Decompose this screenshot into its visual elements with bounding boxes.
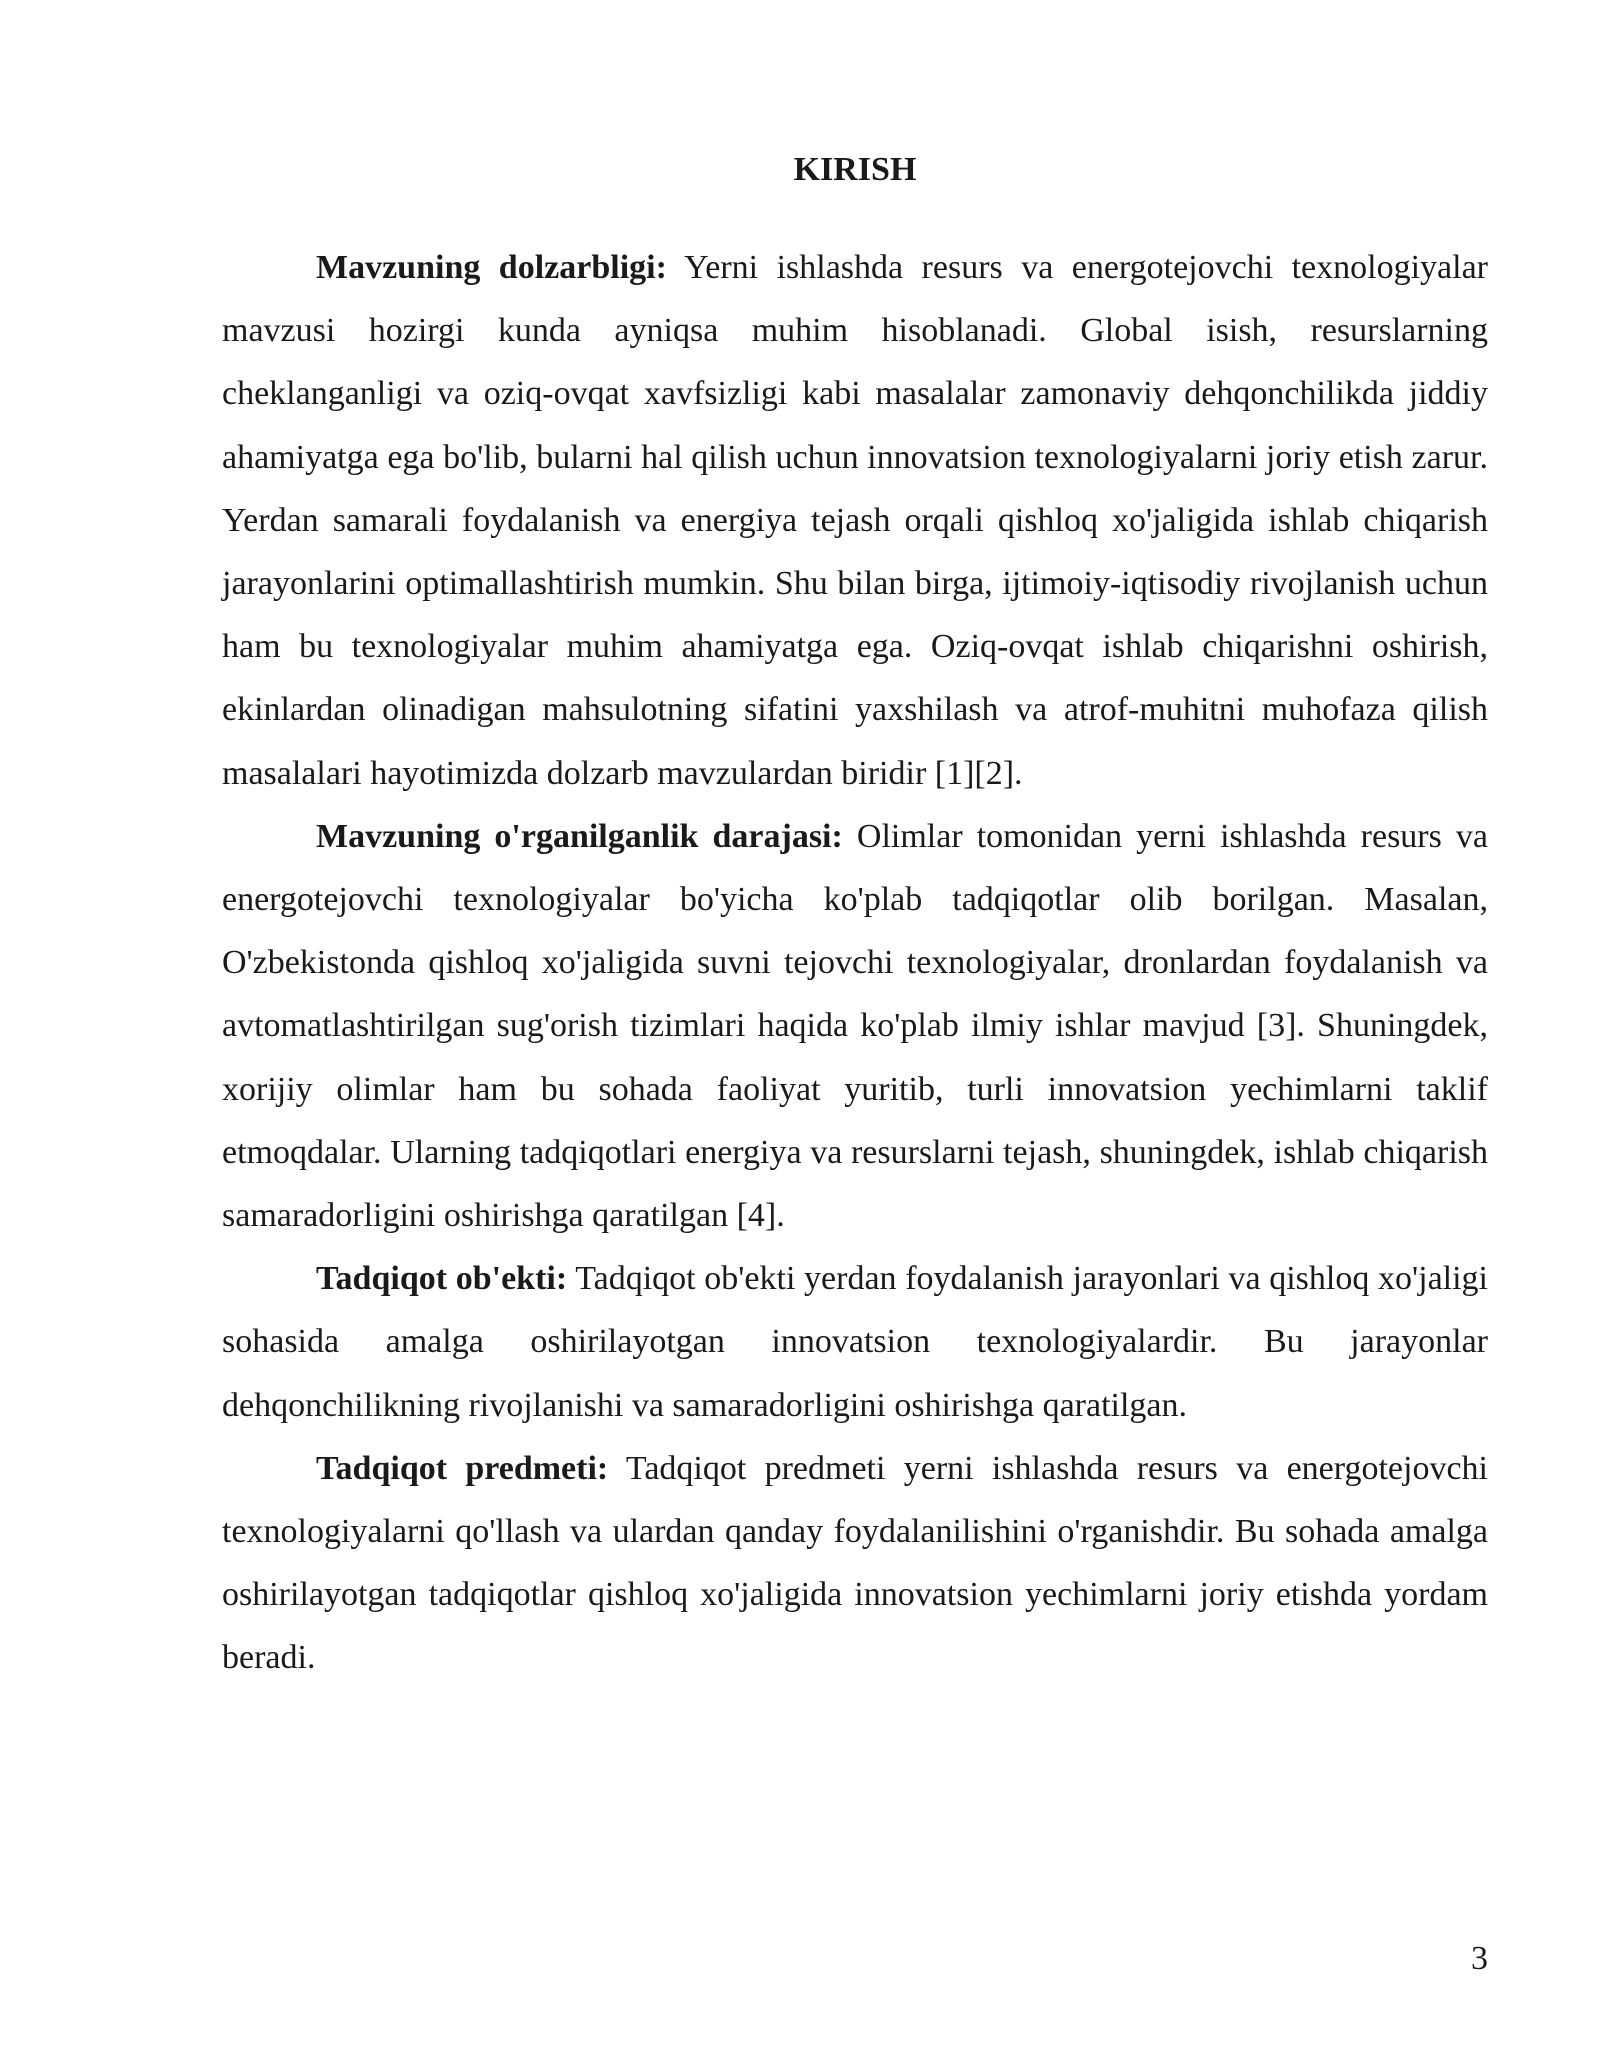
- page-number: 3: [1471, 1940, 1488, 1977]
- paragraph-heading: Mavzuning dolzarbligi:: [316, 249, 667, 286]
- paragraph-text: Olimlar tomonidan yerni ishlashda resurs va energotejovchi texnologiyalar bo'yicha ko'plab tadqiqotlar olib borilgan. Masalan, O'zbekistonda qishloq xo'jaligida suvni tejovchi texnologiyalar, dronlardan foydalanish va avtomatlashtirilgan sug'orish tizimlari haqida ko'plab ilmiy ishlar mavjud [3]. Shuningdek, xorijiy olimlar ham bu sohada faoliyat yuritib, turli innovatsion yechimlarni taklif etmoqdalar. Ularning tadqiqotlari energiya va resurslarni tejash, shuningdek, ishlab chiqarish samaradorligini oshirishga qaratilgan [4].: [222, 817, 1489, 1235]
- paragraph-relevance: [222, 236, 1488, 805]
- paragraph-text: Tadqiqot ob'ekti yerdan foydalanish jarayonlari va qishloq xo'jaligi sohasida amalga oshirilayotgan innovatsion texnologiyalardir. Bu jarayonlar dehqonchilikning rivojlanishi va samaradorligini oshirishga qaratilgan.: [222, 1260, 1489, 1424]
- paragraph-heading: Tadqiqot ob'ekti:: [316, 1260, 568, 1298]
- paragraph-heading: Mavzuning o'rganilganlik darajasi:: [316, 817, 843, 855]
- document-body: [222, 236, 1488, 1690]
- paragraph-heading: Tadqiqot predmeti:: [316, 1449, 609, 1487]
- paragraph-text: Tadqiqot predmeti yerni ishlashda resurs va energotejovchi texnologiyalarni qo'llash va ulardan qanday foydalanilishini o'rganishdir. Bu sohada amalga oshirilayotgan tadqiqotlar qishloq xo'jaligida innovatsion yechimlarni joriy etishda yordam beradi.: [222, 1449, 1488, 1677]
- paragraph-research-object: [222, 1247, 1488, 1437]
- paragraph-text: Yerni ishlashda resurs va energotejovchi texnologiyalar mavzusi hozirgi kunda ayniqsa muhim hisoblanadi. Global isish, resurslarning cheklanganligi va oziq-ovqat xavfsizligi kabi masalalar zamonaviy dehqonchilikda jiddiy ahamiyatga ega bo'lib, bularni hal qilish uchun innovatsion texnologiyalarni joriy etish zarur. Yerdan samarali foydalanish va energiya tejash orqali qishloq xo'jaligida ishlab chiqarish jarayonlarini optimallashtirish mumkin. Shu bilan birga, ijtimoiy-iqtisodiy rivojlanish uchun ham bu texnologiyalar muhim ahamiyatga ega. Oziq-ovqat ishlab chiqarishni oshirish, ekinlardan olinadigan mahsulotning sifatini yaxshilash va atrof-muhitni muhofaza qilish masalalari hayotimizda dolzarb mavzulardan biridir [1][2].: [222, 249, 1488, 792]
- page-title: KIRISH: [793, 151, 917, 188]
- paragraph-study-level: [222, 805, 1488, 1247]
- paragraph-research-subject: [222, 1437, 1488, 1690]
